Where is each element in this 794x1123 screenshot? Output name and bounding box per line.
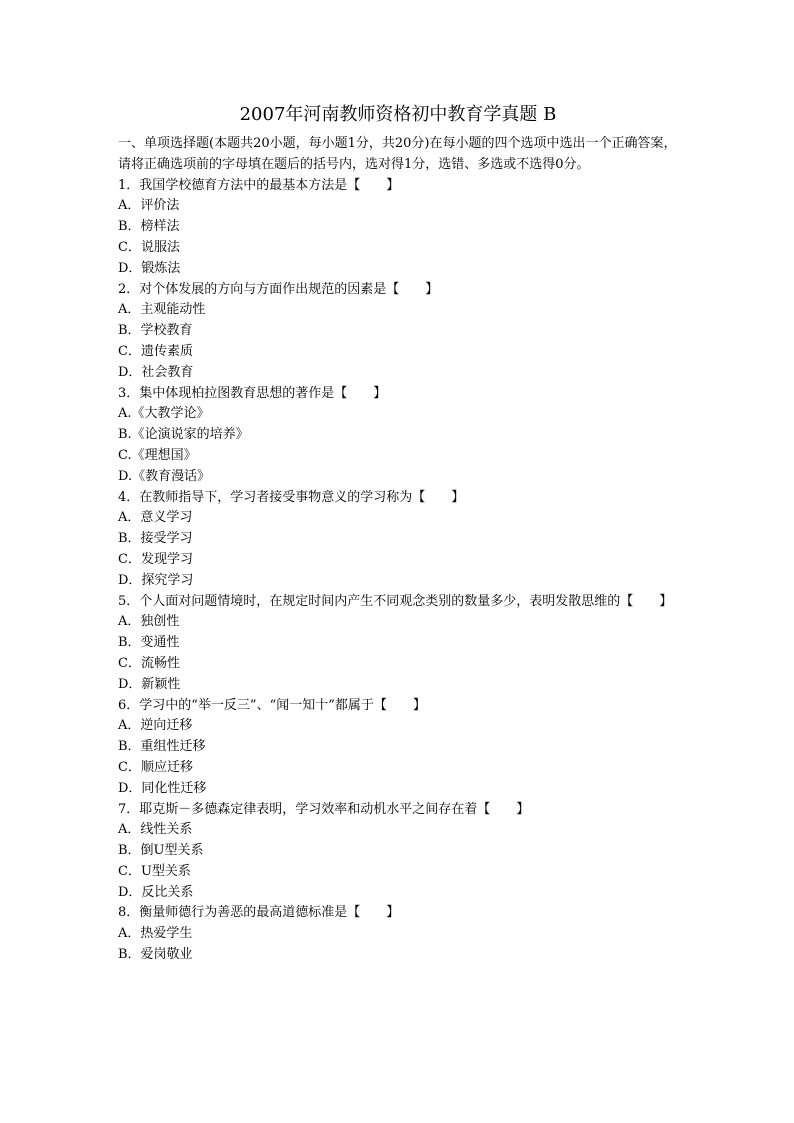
option-c: C．U型关系 bbox=[118, 863, 191, 879]
option-b: B．重组性迁移 bbox=[118, 739, 206, 755]
option-b: B．接受学习 bbox=[118, 531, 193, 547]
question-stem: 4．在教师指导下，学习者接受事物意义的学习称为【 】 bbox=[118, 489, 465, 505]
document-title: 2007年河南教师资格初中教育学真题 B bbox=[239, 104, 557, 125]
option-b: B．学校教育 bbox=[118, 323, 193, 339]
option-a: A．逆向迁移 bbox=[118, 718, 193, 734]
option-a: A．线性关系 bbox=[118, 822, 193, 838]
question-stem: 5．个人面对问题情境时，在规定时间内产生不同观念类别的数量多少，表明发散思维的【 】 bbox=[118, 593, 673, 609]
option-c: C．发现学习 bbox=[118, 551, 193, 567]
option-d: D．探究学习 bbox=[118, 572, 194, 588]
option-a: A．意义学习 bbox=[118, 510, 193, 526]
question-2 bbox=[118, 280, 678, 384]
option-d: D．反比关系 bbox=[118, 884, 194, 900]
option-d: D.《教育漫话》 bbox=[118, 468, 211, 484]
option-c: C.《理想国》 bbox=[118, 447, 197, 463]
question-stem: 1．我国学校德育方法中的最基本方法是【 】 bbox=[118, 177, 400, 193]
option-a: A．评价法 bbox=[118, 198, 180, 214]
question-stem: 3．集中体现柏拉图教育思想的著作是【 】 bbox=[118, 385, 387, 401]
option-c: C．流畅性 bbox=[118, 655, 180, 671]
option-b: B．倒U型关系 bbox=[118, 843, 204, 859]
question-stem: 2．对个体发展的方向与方面作出规范的因素是【 】 bbox=[118, 281, 439, 297]
option-d: D．锻炼法 bbox=[118, 260, 181, 276]
option-a: A．独创性 bbox=[118, 614, 180, 630]
option-a: A.《大教学论》 bbox=[118, 406, 210, 422]
question-3 bbox=[118, 384, 678, 488]
option-d: D．社会教育 bbox=[118, 364, 194, 380]
question-stem: 6．学习中的“举一反三”、“闻一知十”都属于【 】 bbox=[118, 697, 426, 713]
option-d: D．同化性迁移 bbox=[118, 780, 207, 796]
option-b: B．变通性 bbox=[118, 635, 180, 651]
option-a: A．主观能动性 bbox=[118, 302, 206, 318]
question-8 bbox=[118, 903, 678, 965]
option-b: B.《论演说家的培养》 bbox=[118, 427, 249, 443]
question-1 bbox=[118, 176, 678, 280]
option-d: D．新颖性 bbox=[118, 676, 181, 692]
question-stem: 7．耶克斯－多德森定律表明，学习效率和动机水平之间存在着【 】 bbox=[118, 801, 530, 817]
option-b: B．爱岗敬业 bbox=[118, 947, 193, 963]
question-stem: 8．衡量师德行为善恶的最高道德标准是【 】 bbox=[118, 905, 400, 921]
question-7 bbox=[118, 800, 678, 904]
question-4 bbox=[118, 488, 678, 592]
option-c: C．遗传素质 bbox=[118, 343, 193, 359]
question-6 bbox=[118, 696, 678, 800]
option-c: C．顺应迁移 bbox=[118, 759, 193, 775]
option-a: A．热爱学生 bbox=[118, 926, 193, 942]
option-b: B．榜样法 bbox=[118, 219, 180, 235]
section-instructions: 一、单项选择题(本题共20小题，每小题1分，共20分)在每小题的四个选项中选出一个正确答案，请将正确选项前的字母填在题后的括号内，选对得1分，选错、多选或不选得0分。 bbox=[118, 136, 677, 172]
document-page bbox=[118, 100, 678, 966]
question-5 bbox=[118, 592, 678, 696]
option-c: C．说服法 bbox=[118, 239, 180, 255]
